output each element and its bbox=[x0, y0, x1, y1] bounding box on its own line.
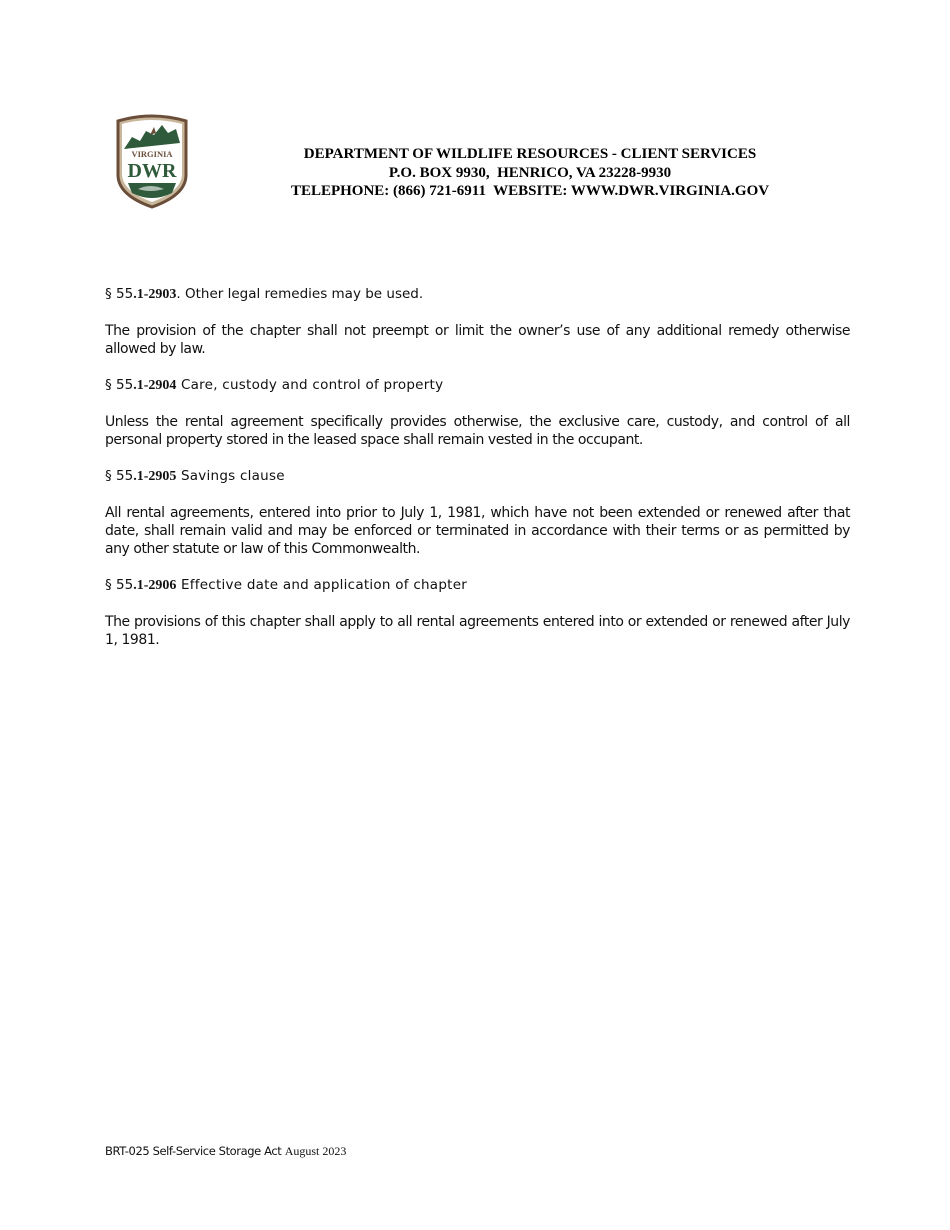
section-number: .1-2903 bbox=[133, 287, 177, 302]
letterhead-contact: TELEPHONE: (866) 721-6911 WEBSITE: WWW.DWR.VIRGINIA.GOV bbox=[290, 183, 770, 199]
letterhead bbox=[230, 145, 830, 201]
section-title: Effective date and application of chapter bbox=[176, 577, 468, 593]
section-number: .1-2905 bbox=[133, 469, 177, 484]
section-heading-2904 bbox=[105, 376, 850, 395]
dwr-logo bbox=[110, 113, 194, 209]
section-symbol: § 55 bbox=[105, 577, 134, 593]
section-heading-2903 bbox=[105, 285, 850, 304]
section-body-2904: Unless the rental agreement specifically provides otherwise, the exclusive care, custody, and control of all personal property stored in the leased space shall remain vested in the occupant. bbox=[105, 414, 850, 448]
section-symbol: § 55 bbox=[105, 377, 134, 393]
logo-main-text: DWR bbox=[127, 160, 177, 182]
letterhead-address: P.O. BOX 9930, HENRICO, VA 23228-9930 bbox=[388, 164, 672, 181]
footer-date: August 2023 bbox=[284, 1144, 347, 1158]
logo-top-text: VIRGINIA bbox=[131, 149, 173, 159]
dwr-shield-icon bbox=[110, 113, 194, 209]
section-title: . Other legal remedies may be used. bbox=[176, 286, 424, 302]
letterhead-department: DEPARTMENT OF WILDLIFE RESOURCES - CLIENT SERVICES bbox=[303, 146, 757, 162]
section-number: .1-2904 bbox=[133, 378, 177, 393]
section-number: .1-2906 bbox=[133, 578, 177, 593]
section-symbol: § 55 bbox=[105, 468, 134, 484]
section-title: Savings clause bbox=[176, 468, 285, 484]
section-title: Care, custody and control of property bbox=[176, 377, 444, 393]
section-symbol: § 55 bbox=[105, 286, 134, 302]
page-footer bbox=[105, 1144, 346, 1159]
document-body bbox=[105, 285, 850, 667]
section-body-2906: The provisions of this chapter shall apply to all rental agreements entered into or extended or renewed after July 1, 1981. bbox=[105, 614, 850, 648]
section-body-2905: All rental agreements, entered into prior to July 1, 1981, which have not been extended or renewed after that date, shall remain valid and may be enforced or terminated in accordance with their terms or as permitted by any other statute or law of this Commonwealth. bbox=[105, 505, 850, 557]
section-body-2903: The provision of the chapter shall not preempt or limit the owner’s use of any additional remedy otherwise allowed by law. bbox=[105, 323, 850, 357]
section-heading-2906 bbox=[105, 576, 850, 595]
section-heading-2905 bbox=[105, 467, 850, 486]
footer-form-id: BRT-025 Self-Service Storage Act bbox=[105, 1144, 282, 1158]
